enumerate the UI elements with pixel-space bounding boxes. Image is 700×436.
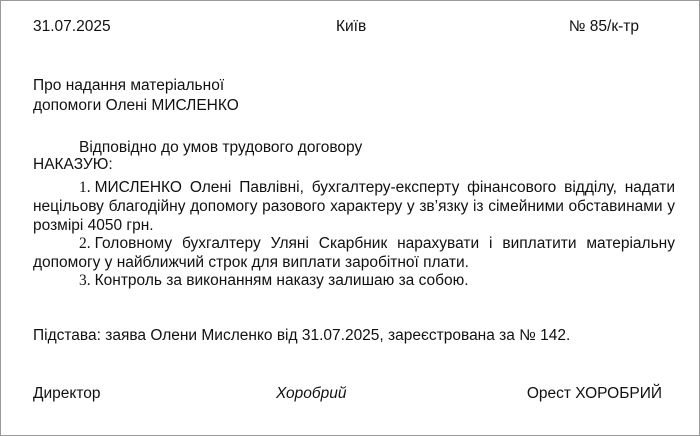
item-text: МИСЛЕНКО Олені Павлівні, бухгалтеру-експерту фінансового відділу, надати нецільову благодійну допомогу разового характеру у зв’язку із сімейними обставинами у розмірі 4050 грн.	[33, 179, 675, 234]
order-word: НАКАЗУЮ:	[33, 156, 113, 173]
document-number: № 85/к-тр	[568, 18, 639, 35]
order-item-3	[33, 271, 675, 290]
item-number: 1.	[79, 179, 91, 196]
item-number: 2.	[79, 235, 91, 252]
basis-statement: Підстава: заява Олени Мисленко від 31.07.2025, зареєстрована за № 142.	[33, 327, 571, 344]
subject-line-2: допомоги Олені МИСЛЕНКО	[33, 97, 239, 114]
signatory-position: Директор	[33, 385, 101, 402]
preamble: Відповідно до умов трудового договору	[79, 139, 363, 156]
item-text: Контроль за виконанням наказу залишаю за собою.	[94, 272, 469, 289]
signature: Хоробрий	[276, 385, 347, 402]
subject-line-1: Про надання матеріальної	[33, 77, 225, 94]
document-date: 31.07.2025	[33, 18, 111, 35]
order-item-2	[33, 234, 675, 272]
order-item-1	[33, 178, 675, 235]
item-text: Головному бухгалтеру Уляні Скарбник нарахувати і виплатити матеріальну допомогу у найближчий строк для виплати заробітної плати.	[33, 235, 675, 271]
signatory-name: Орест ХОРОБРИЙ	[526, 385, 662, 402]
document-city: Київ	[336, 18, 367, 35]
document-subject	[33, 76, 239, 116]
item-number: 3.	[79, 272, 91, 289]
